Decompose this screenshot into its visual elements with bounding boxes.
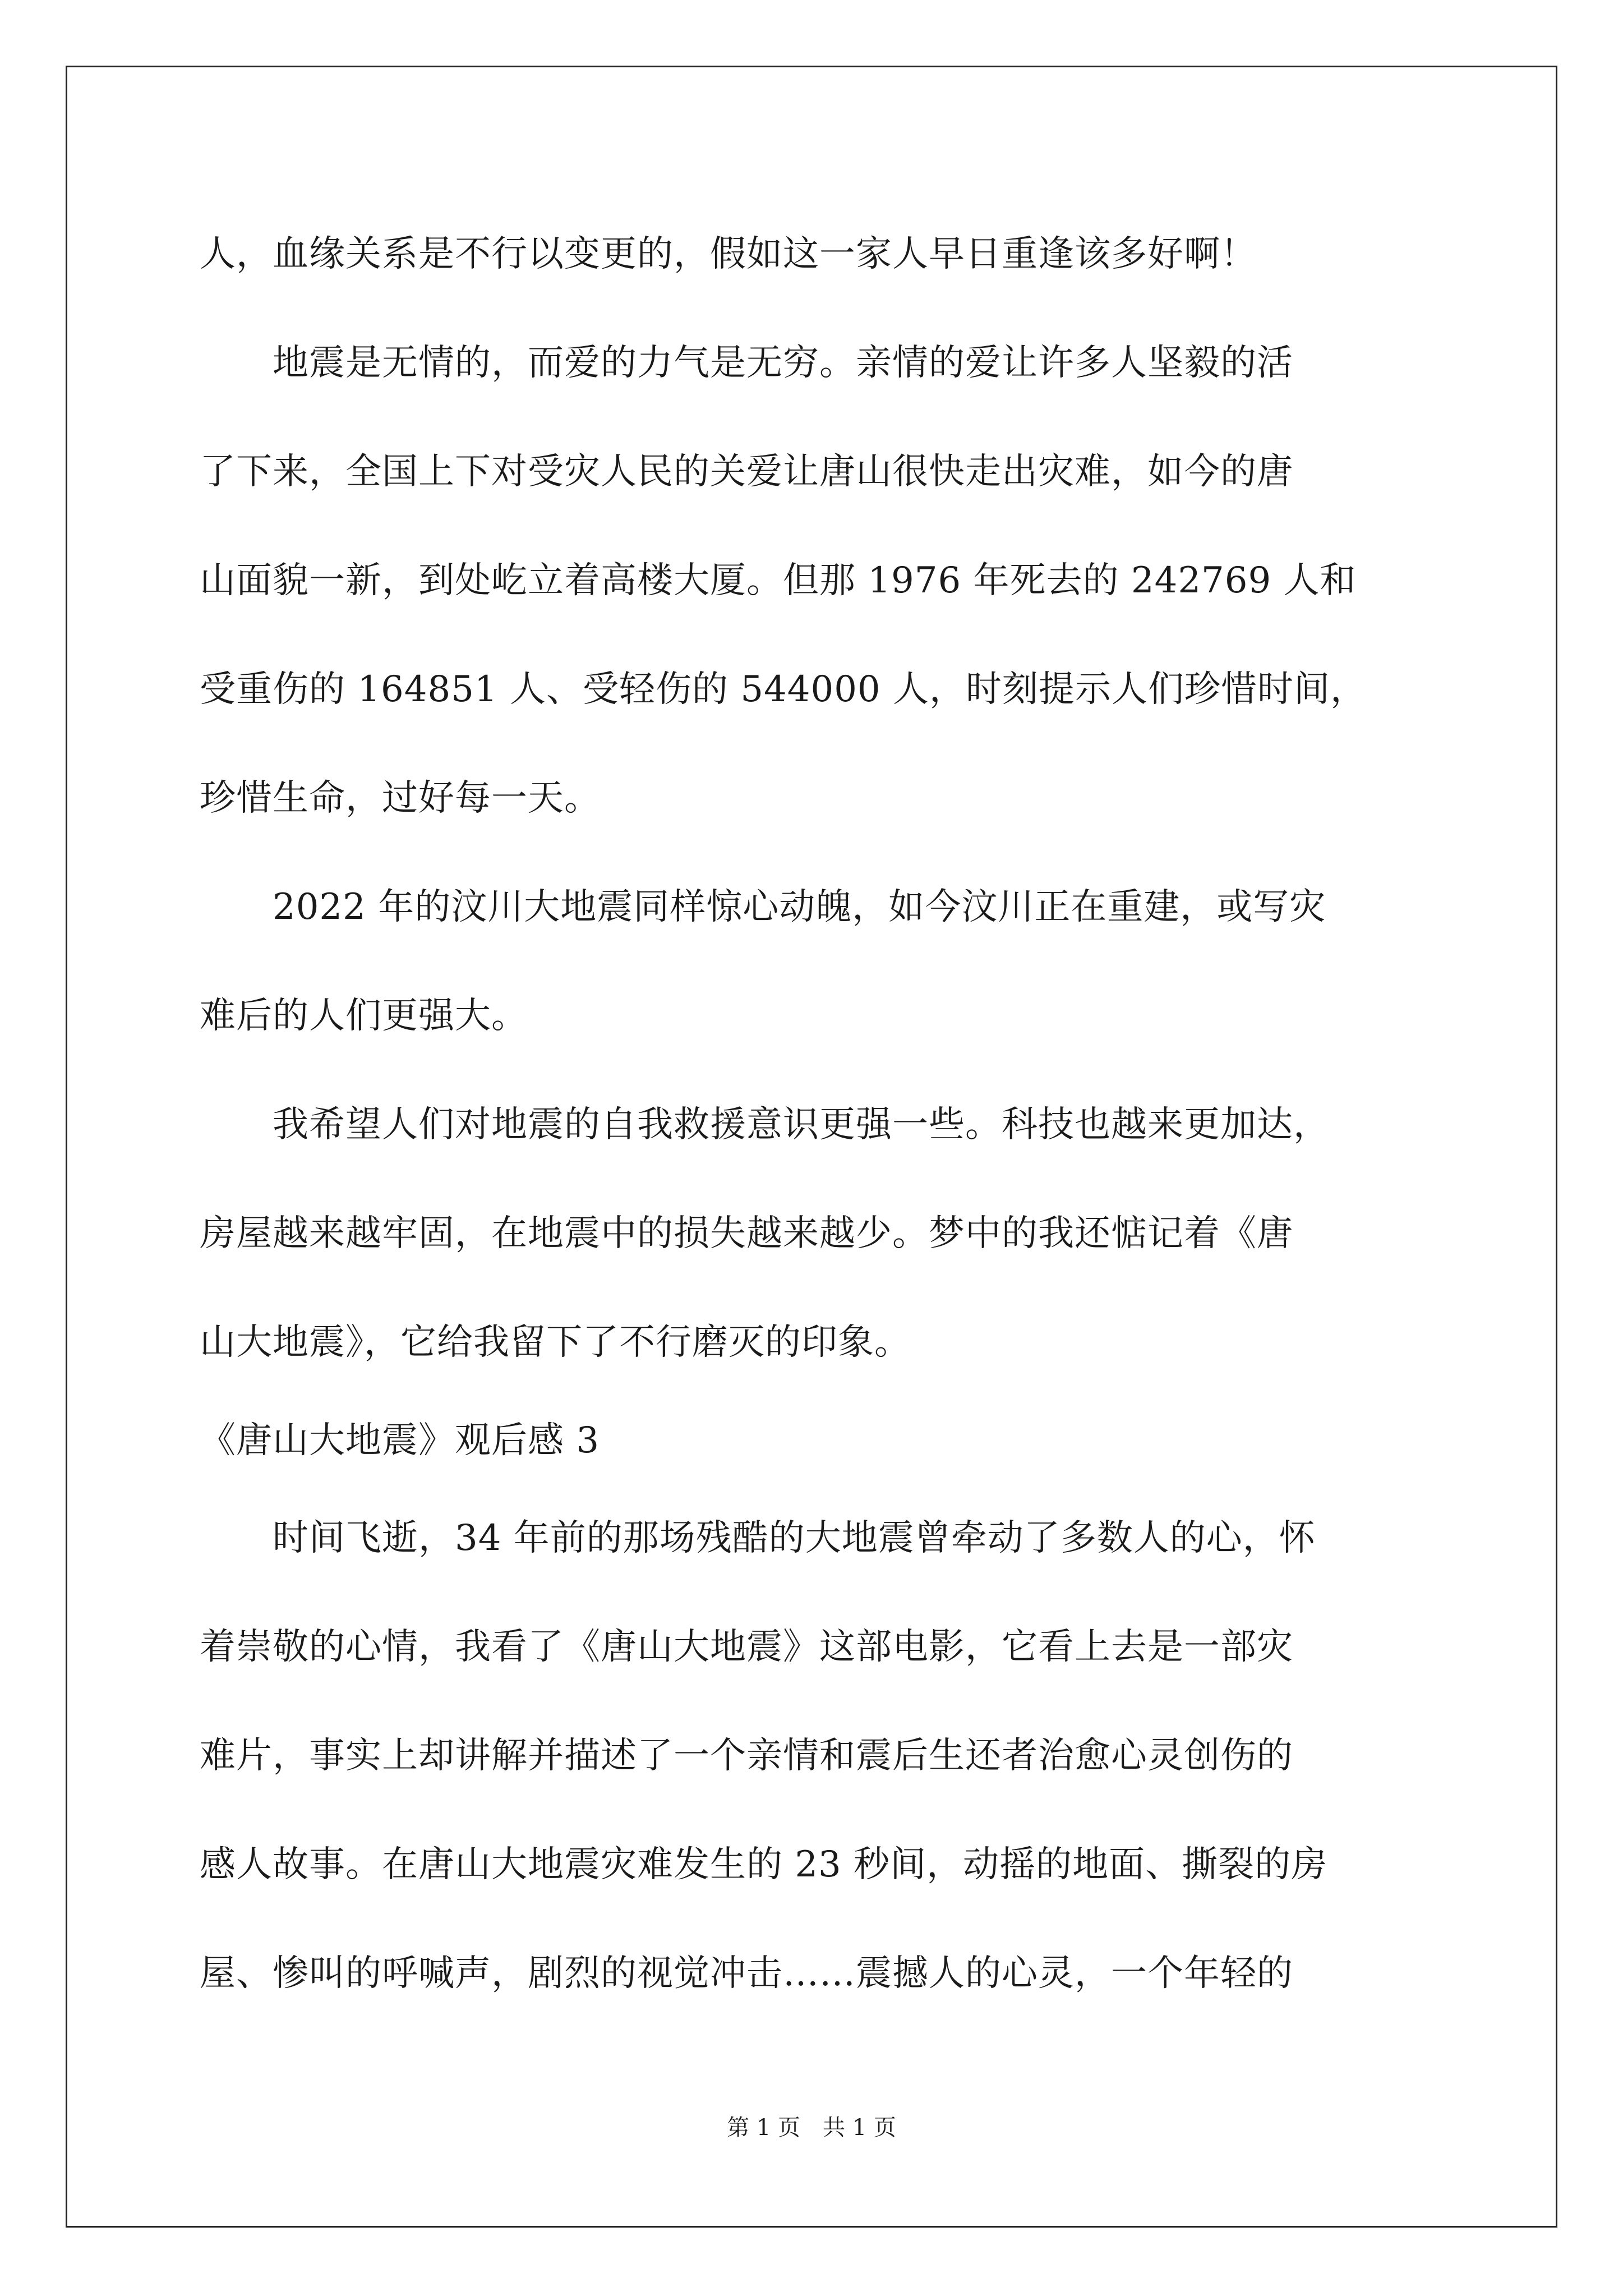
body-text-line: 人，血缘关系是不行以变更的，假如这一家人早日重逢该多好啊！	[200, 233, 1257, 275]
body-text-line: 山面貌一新，到处屹立着高楼大厦。但那 1976 年死去的 242769 人和	[200, 560, 1357, 601]
page-footer: 第 1 页 共 1 页	[727, 2115, 896, 2141]
body-text-line: 难后的人们更强大。	[200, 995, 528, 1037]
body-text-line: 2022 年的汶川大地震同样惊心动魄，如今汶川正在重建，或写灾	[200, 886, 1326, 928]
body-text-line: 感人故事。在唐山大地震灾难发生的 23 秒间，动摇的地面、撕裂的房	[200, 1844, 1328, 1885]
body-text-line: 时间飞逝，34 年前的那场残酷的大地震曾牵动了多数人的心，怀	[200, 1517, 1316, 1559]
body-text-line: 我希望人们对地震的自我救援意识更强一些。科技也越来更加达，	[200, 1104, 1330, 1145]
body-text-line: 了下来，全国上下对受灾人民的关爱让唐山很快走出灾难，如今的唐	[200, 451, 1293, 493]
body-text-line: 地震是无情的，而爱的力气是无穷。亲情的爱让许多人坚毅的活	[200, 342, 1293, 384]
body-text-line: 珍惜生命，过好每一天。	[200, 777, 601, 819]
body-text-line: 屋、惨叫的呼喊声，剧烈的视觉冲击……震撼人的心灵，一个年轻的	[200, 1953, 1293, 1994]
body-text-line: 着崇敬的心情，我看了《唐山大地震》这部电影，它看上去是一部灾	[200, 1626, 1293, 1668]
body-text-line: 房屋越来越牢固，在地震中的损失越来越少。梦中的我还惦记着《唐	[200, 1213, 1293, 1254]
section-heading: 《唐山大地震》观后感 3	[200, 1420, 600, 1461]
body-text-line: 受重伤的 164851 人、受轻伤的 544000 人，时刻提示人们珍惜时间，	[200, 669, 1367, 710]
body-text-line: 山大地震》，它给我留下了不行磨灭的印象。	[200, 1322, 911, 1363]
body-text-line: 难片，事实上却讲解并描述了一个亲情和震后生还者治愈心灵创伤的	[200, 1735, 1293, 1777]
